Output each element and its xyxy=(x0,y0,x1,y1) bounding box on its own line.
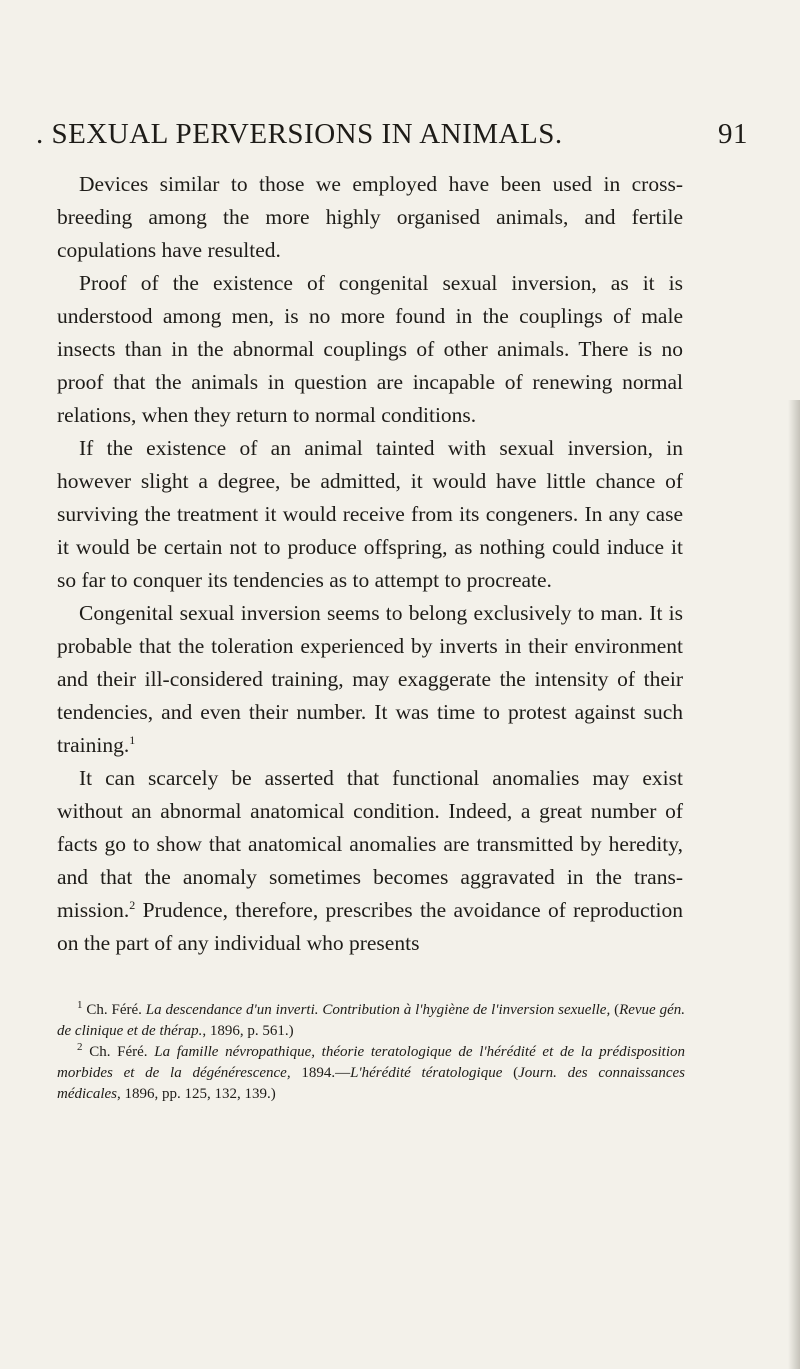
footnote-ref-2: 2 xyxy=(129,897,136,912)
footnote-2-mid: 1894.— xyxy=(290,1065,351,1081)
footnote-1-journal: Revue gén. de clinique et de thérap. xyxy=(57,1002,685,1039)
body-text xyxy=(57,168,683,960)
footnote-1-rest: , 1896, p. 561.) xyxy=(202,1023,294,1039)
paragraph-4-text: Congenital sexual inversion seems to belong exclusively to man. It is probable that the toleration experienced by inverts in their environment and their ill-considered training, may exaggerate the intensity of their tendencies, and even their number. It was time to protest against such training. xyxy=(57,601,683,757)
paragraph-5-text-b: Prudence, therefore, prescribes the avoidance of reproduction on the part of any individual who presents xyxy=(57,898,683,955)
paragraph-3: If the existence of an animal tainted with sexual inversion, in however slight a degree, be admitted, it would have little chance of surviving the treatment it would receive from its congeners. In any case it would be certain not to produce offspring, as nothing could induce it so far to conquer its tendencies as to attempt to procreate. xyxy=(57,436,683,592)
footnote-1-title: La descendance d'un inverti. Contribution à l'hygiène de l'inversion sexuelle, xyxy=(145,1002,611,1018)
footnote-2-marker: 2 xyxy=(77,1041,83,1053)
paragraph-5 xyxy=(57,762,683,960)
page-edge-shadow xyxy=(788,400,800,1369)
paragraph-4 xyxy=(57,597,683,762)
footnote-ref-1: 1 xyxy=(129,732,136,747)
footnote-1 xyxy=(57,1000,685,1042)
footnote-2-open: ( xyxy=(502,1065,519,1081)
footnote-2-title2: L'hérédité tératologique xyxy=(350,1065,503,1081)
footnote-2-title: La famille névropathique, théorie teratologique de l'hérédité et de la prédisposition morbides et de la dégénérescence, xyxy=(57,1044,685,1081)
footnote-2-author: Ch. Féré. xyxy=(82,1044,155,1060)
paragraph-2: Proof of the existence of congenital sexual inversion, as it is understood among men, is no more found in the couplings of male insects than in the abnormal couplings of other animals. There is no proof that the animals in question are incapable of renewing normal relations, when they return to normal conditions. xyxy=(57,271,683,427)
footnote-1-marker: 1 xyxy=(77,999,83,1011)
footnote-1-open: ( xyxy=(610,1002,620,1018)
footnote-2-journal: Journ. des connaissances médicales xyxy=(57,1065,685,1102)
footnote-2 xyxy=(57,1042,685,1105)
paragraph-1: Devices similar to those we employed have been used in cross-breeding among the more highly organised animals, and fertile copulations have resulted. xyxy=(57,172,683,262)
footnotes xyxy=(57,1000,685,1105)
page-number: 91 xyxy=(718,118,748,150)
paragraph-5-text-a: It can scarcely be asserted that functional anomalies may exist without an abnormal anatomical condition. Indeed, a great number of facts go to show that anatomical anomalies are transmitted by heredity, and that the anomaly sometimes becomes aggravated in the trans-mission. xyxy=(57,766,683,922)
footnote-1-author: Ch. Féré. xyxy=(82,1002,146,1018)
footnote-2-rest: , 1896, pp. 125, 132, 139.) xyxy=(116,1086,276,1102)
running-title: . SEXUAL PERVERSIONS IN ANIMALS. xyxy=(36,118,563,150)
